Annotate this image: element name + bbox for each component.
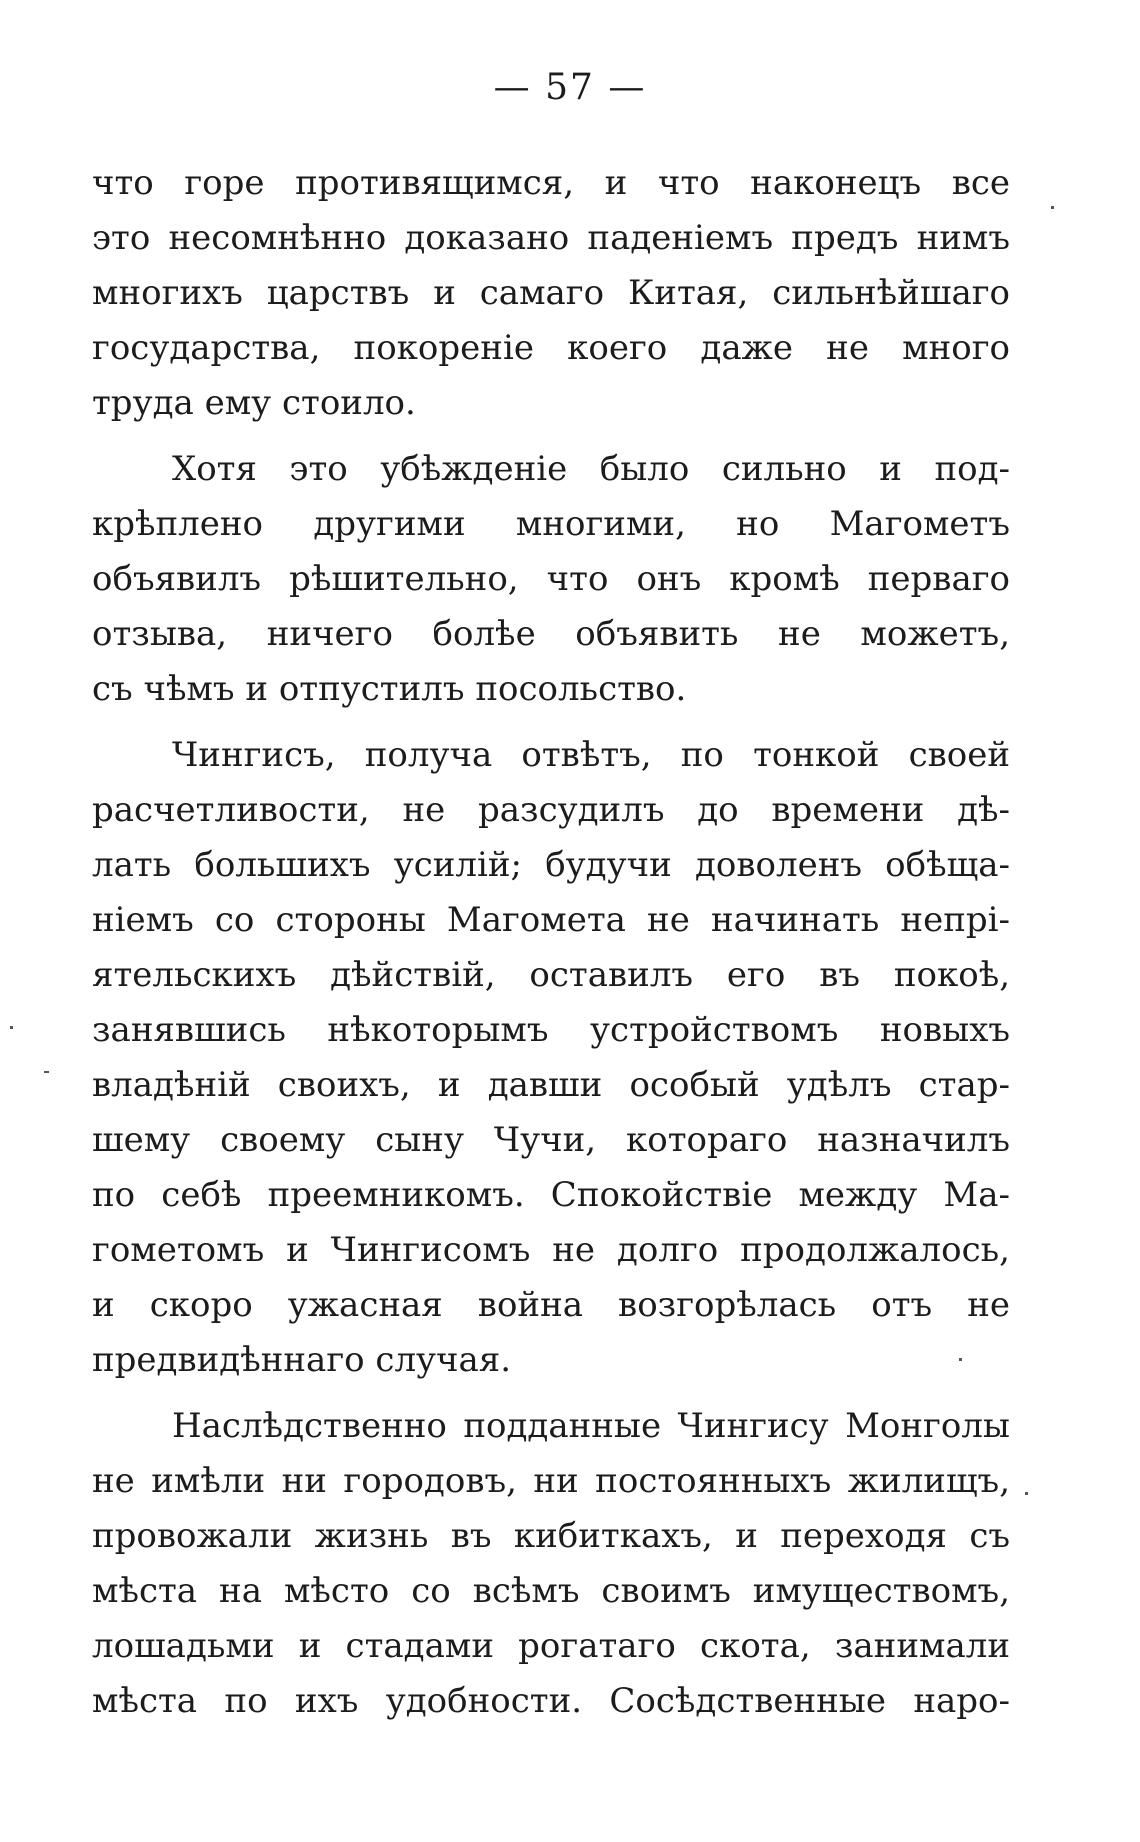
text-line: крѣплено другими многими, но Магометъ (92, 504, 1010, 544)
text-line: Чингисъ, получа отвѣтъ, по тонкой своей (172, 735, 1010, 775)
text-line: ніемъ со стороны Магомета не начинать непрі- (92, 900, 1010, 940)
text-line: это несомнѣнно доказано паденіемъ предъ нимъ (92, 218, 1010, 258)
scan-speck (1051, 206, 1054, 209)
scan-speck (44, 1071, 49, 1073)
text-line: не имѣли ни городовъ, ни постоянныхъ жилищъ, (92, 1461, 1010, 1501)
scan-speck (10, 1026, 13, 1029)
text-line: по себѣ преемникомъ. Спокойствіе между Ма- (92, 1175, 1010, 1215)
text-line: государства, покореніе коего даже не много (92, 328, 1010, 368)
text-line: гометомъ и Чингисомъ не долго продолжалось, (92, 1230, 1010, 1270)
scan-speck (1025, 1492, 1028, 1495)
page-number: — 57 — (493, 67, 647, 108)
text-line: лать большихъ усилій; будучи доволенъ обѣща- (92, 845, 1010, 885)
paragraph (92, 156, 1010, 431)
text-line: многихъ царствъ и самаго Китая, сильнѣйшаго (92, 273, 1010, 313)
text-line: съ чѣмъ и отпустилъ посольство. (92, 669, 687, 709)
text-line: что горе противящимся, и что наконецъ все (92, 163, 1010, 203)
text-line: лошадьми и стадами рогатаго скота, занимали (92, 1626, 1010, 1666)
scan-speck (959, 1358, 962, 1361)
text-line: Хотя это убѣжденіе было сильно и под- (172, 449, 1010, 489)
text-line: предвидѣннаго случая. (92, 1340, 512, 1380)
text-line: расчетливости, не разсудилъ до времени дѣ- (92, 790, 1010, 830)
text-line: ятельскихъ дѣйствій, оставилъ его въ покоѣ, (92, 955, 1010, 995)
text-line: шему своему сыну Чучи, котораго назначилъ (92, 1120, 1010, 1160)
text-line: занявшись нѣкоторымъ устройствомъ новыхъ (92, 1010, 1010, 1050)
paragraph (92, 1399, 1010, 1729)
text-line: мѣста по ихъ удобности. Сосѣдственные наро- (92, 1681, 1010, 1721)
text-line: Наслѣдственно подданные Чингису Монголы (172, 1406, 1010, 1446)
text-line: и скоро ужасная война возгорѣлась отъ не (92, 1285, 1010, 1325)
text-line: труда ему стоило. (92, 383, 416, 423)
body-text (92, 156, 1010, 1729)
text-line: владѣній своихъ, и давши особый удѣлъ стар- (92, 1065, 1010, 1105)
text-line: мѣста на мѣсто со всѣмъ своимъ имуществомъ, (92, 1571, 1010, 1611)
text-line: провожали жизнь въ кибиткахъ, и переходя съ (92, 1516, 1010, 1556)
paragraph (92, 442, 1010, 717)
text-line: объявилъ рѣшительно, что онъ кромѣ перваго (92, 559, 1010, 599)
paragraph (92, 728, 1010, 1388)
text-line: отзыва, ничего болѣе объявить не можетъ, (92, 614, 1010, 654)
